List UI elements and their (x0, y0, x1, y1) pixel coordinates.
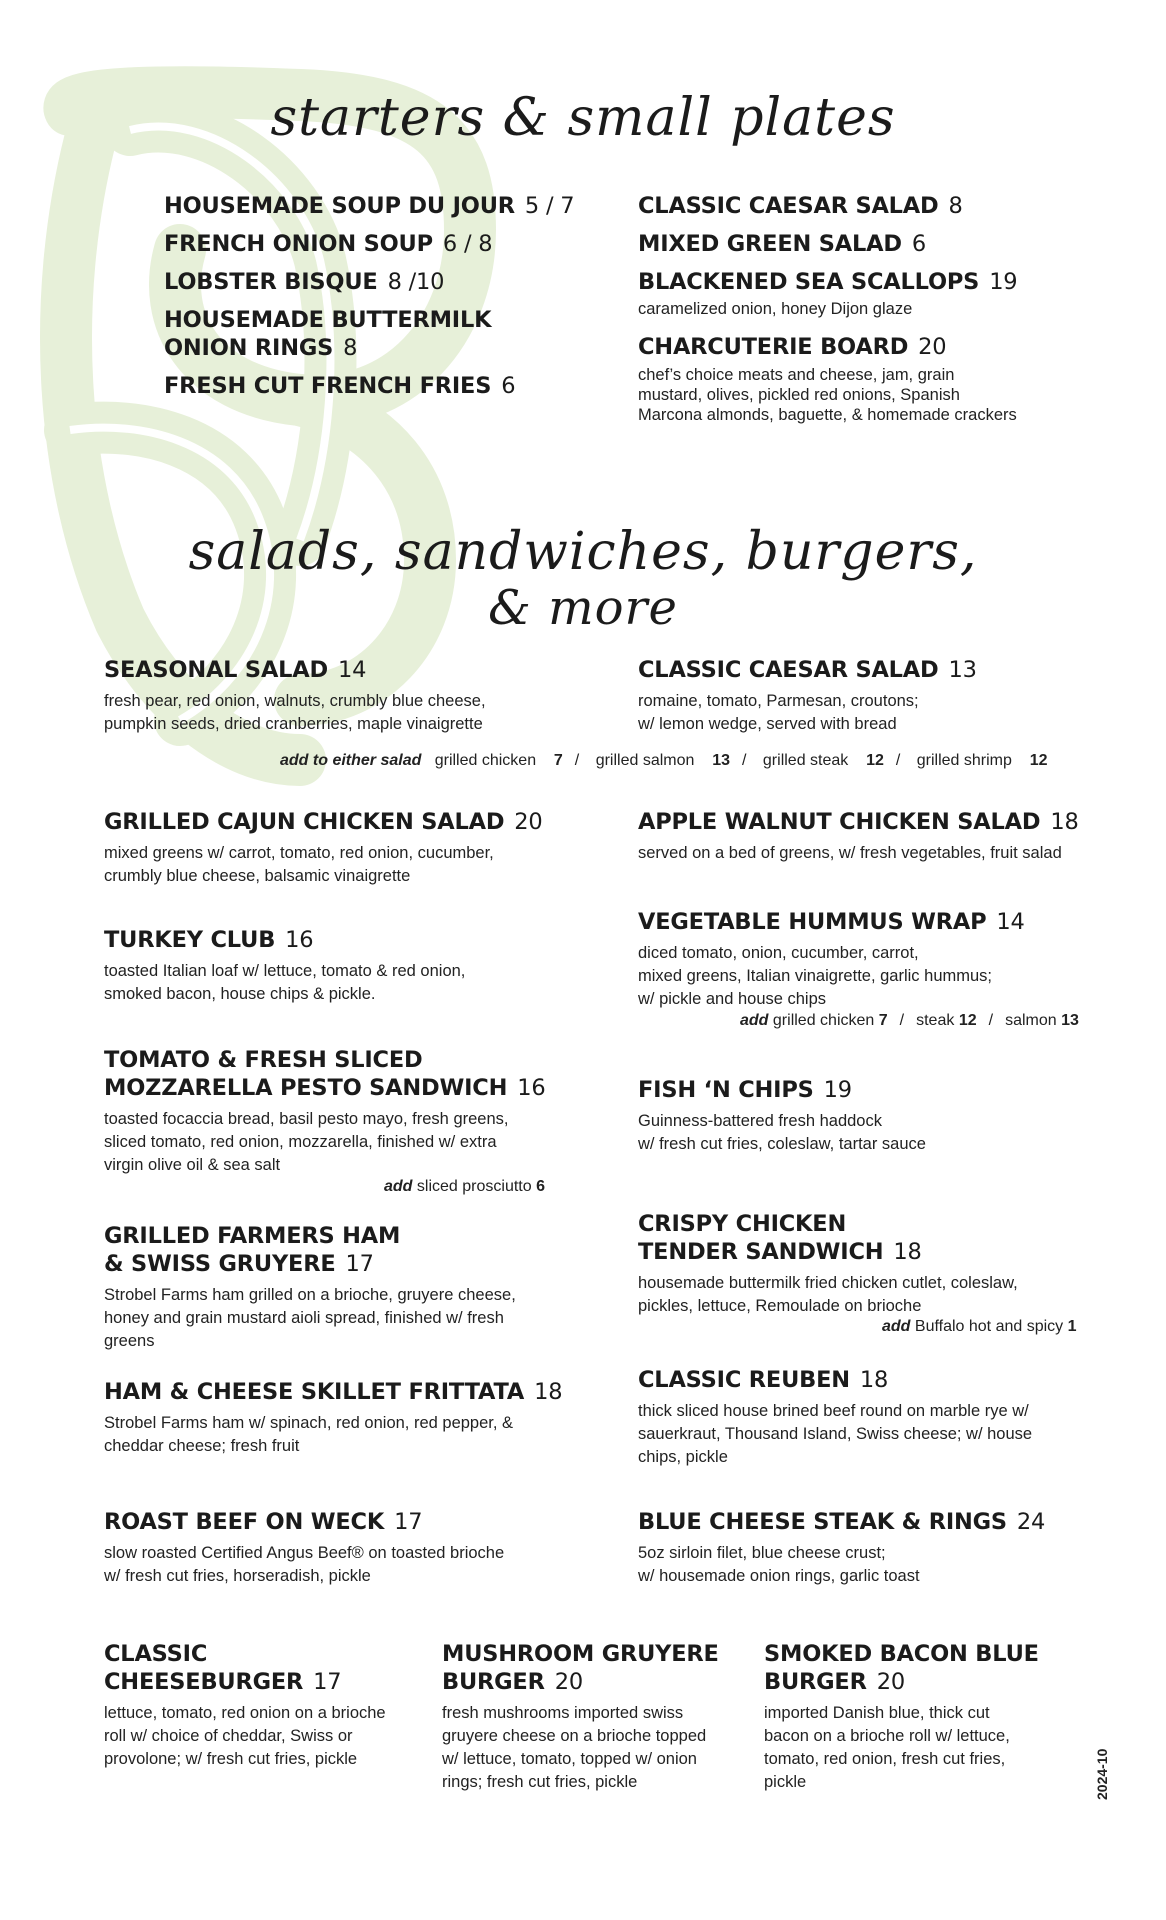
menu-item-description: toasted Italian loaf w/ lettuce, tomato & red onion, smoked bacon, house chips & pickle. (104, 962, 466, 1003)
mains-heading-line2: & more (488, 580, 678, 636)
menu-item-name: CRISPY CHICKEN TENDER SANDWICH 18 (638, 1211, 922, 1265)
menu-item (638, 808, 1118, 865)
wrap-addon-line: add grilled chicken 7 / steak 12 / salmon 13 (740, 1012, 1079, 1029)
menu-item-price: 17 (394, 1509, 423, 1535)
menu-item-name: FRENCH ONION SOUP 6 / 8 (164, 231, 493, 257)
menu-item-price: 20 (918, 334, 947, 360)
menu-item-price: 6 / 8 (442, 231, 493, 257)
menu-item-name: BLACKENED SEA SCALLOPS 19 (638, 269, 1018, 295)
menu-item-description: Guinness-battered fresh haddock w/ fresh cut fries, coleslaw, tartar sauce (638, 1112, 926, 1153)
menu-item-price: 18 (1050, 809, 1079, 835)
menu-item-name: CHARCUTERIE BOARD 20 (638, 334, 947, 360)
menu-item-name: CLASSIC CAESAR SALAD 13 (638, 657, 977, 683)
menu-item-name: SMOKED BACON BLUE BURGER 20 (764, 1641, 1039, 1695)
menu-item-price: 19 (989, 269, 1018, 295)
menu-item (638, 908, 1118, 1011)
menu-item-description: slow roasted Certified Angus Beef® on toasted brioche w/ fresh cut fries, horseradish, pickle (104, 1544, 505, 1585)
menu-item-description: lettuce, tomato, red onion on a brioche roll w/ choice of cheddar, Swiss or provolone; w/ fresh cut fries, pickle (104, 1704, 386, 1768)
menu-item-name: CLASSIC CHEESEBURGER 17 (104, 1641, 342, 1695)
burger-item (442, 1640, 762, 1794)
menu-item-name: VEGETABLE HUMMUS WRAP 14 (638, 909, 1025, 935)
prosciutto-addon: add sliced prosciutto 6 (384, 1178, 545, 1195)
menu-item-description: 5oz sirloin filet, blue cheese crust; w/ housemade onion rings, garlic toast (638, 1544, 920, 1585)
menu-item-price: 20 (876, 1669, 905, 1695)
menu-item-price: 18 (859, 1367, 889, 1393)
menu-item-name: SEASONAL SALAD 14 (104, 657, 367, 683)
menu-item (638, 1366, 1118, 1469)
menu-item-name: APPLE WALNUT CHICKEN SALAD 18 (638, 809, 1079, 835)
menu-item-name: HOUSEMADE BUTTERMILK (164, 307, 492, 333)
menu-item-price: 14 (337, 657, 367, 683)
menu-item-price: 8 /10 (387, 269, 445, 295)
menu-item (638, 1210, 1118, 1318)
menu-item-description: housemade buttermilk fried chicken cutlet, coleslaw, pickles, lettuce, Remoulade on brioche (638, 1274, 1018, 1315)
menu-item-price: 16 (285, 927, 314, 953)
starters-left-column (164, 192, 574, 410)
menu-item-description: fresh mushrooms imported swiss gruyere cheese on a brioche topped w/ lettuce, tomato, topped w/ onion rings; fresh cut fries, pickle (442, 1704, 707, 1791)
menu-item-price: 20 (514, 809, 543, 835)
menu-item-name: CLASSIC CAESAR SALAD 8 (638, 193, 963, 219)
menu-item-description: caramelized onion, honey Dijon glaze (638, 300, 913, 318)
salad-addon-line: add to either salad grilled chicken 7 / grilled salmon 13 / grilled steak 12 / grilled shrimp 12 (280, 752, 1048, 769)
menu-item-price: 16 (517, 1075, 546, 1101)
menu-item-name: TOMATO & FRESH SLICED MOZZARELLA PESTO SANDWICH 16 (104, 1047, 546, 1101)
menu-item-description: chef’s choice meats and cheese, jam, grain mustard, olives, pickled red onions, Spanish Marcona almonds, baguette, & homemade crackers (638, 366, 1017, 424)
menu-item-name: FISH ‘N CHIPS 19 (638, 1077, 852, 1103)
menu-item-price: 8 (948, 193, 963, 219)
menu-item-price: 17 (345, 1251, 374, 1277)
menu-item-name: HOUSEMADE SOUP DU JOUR 5 / 7 (164, 193, 575, 219)
menu-item-description: toasted focaccia bread, basil pesto mayo, fresh greens, sliced tomato, red onion, mozzarella, finished w/ extra virgin olive oil & sea salt (104, 1110, 509, 1174)
menu-item-name: TURKEY CLUB 16 (104, 927, 314, 953)
menu-item-price: 24 (1016, 1509, 1046, 1535)
menu-item-name: BLUE CHEESE STEAK & RINGS 24 (638, 1509, 1046, 1535)
menu-item-price: 6 (911, 231, 926, 257)
menu-item-name: ONION RINGS 8 (164, 335, 358, 361)
menu-item (104, 1046, 574, 1177)
menu-item (104, 656, 574, 736)
menu-item (104, 1378, 574, 1458)
menu-item-name: CLASSIC REUBEN 18 (638, 1367, 889, 1393)
menu-item (104, 1508, 574, 1588)
menu-item-price: 13 (948, 657, 977, 683)
menu-item-description: fresh pear, red onion, walnuts, crumbly blue cheese, pumpkin seeds, dried cranberries, maple vinaigrette (104, 692, 486, 733)
menu-item-price: 14 (996, 909, 1025, 935)
menu-item-name: MIXED GREEN SALAD 6 (638, 231, 926, 257)
menu-item (104, 1222, 574, 1353)
menu-item-price: 19 (823, 1077, 852, 1103)
menu-item-description: served on a bed of greens, w/ fresh vegetables, fruit salad (638, 844, 1062, 862)
menu-item (104, 808, 574, 888)
menu-item (638, 656, 1118, 736)
menu-version-code: 2024-10 (1094, 1748, 1110, 1800)
menu-item-description: Strobel Farms ham w/ spinach, red onion, red pepper, & cheddar cheese; fresh fruit (104, 1414, 514, 1455)
menu-item-price: 18 (893, 1239, 922, 1265)
menu-item-description: Strobel Farms ham grilled on a brioche, gruyere cheese, honey and grain mustard aioli spread, finished w/ fresh greens (104, 1286, 516, 1350)
menu-item-name: GRILLED CAJUN CHICKEN SALAD 20 (104, 809, 543, 835)
menu-item (638, 1508, 1118, 1588)
starters-heading: starters & small plates (270, 88, 896, 148)
menu-item-name: ROAST BEEF ON WECK 17 (104, 1509, 423, 1535)
menu-item-price: 8 (343, 335, 358, 361)
menu-item-name: GRILLED FARMERS HAM & SWISS GRUYERE 17 (104, 1223, 401, 1277)
mains-heading: salads, sandwiches, burgers, (188, 522, 978, 582)
buffalo-addon: add Buffalo hot and spicy 1 (882, 1318, 1077, 1335)
menu-item-description: diced tomato, onion, cucumber, carrot, mixed greens, Italian vinaigrette, garlic hummus; w/ pickle and house chips (638, 944, 992, 1008)
menu-item-price: 6 (501, 373, 516, 399)
menu-item-description: romaine, tomato, Parmesan, croutons; w/ lemon wedge, served with bread (638, 692, 919, 733)
starters-right-column (638, 192, 1108, 425)
menu-item-price: 5 / 7 (524, 193, 575, 219)
menu-item-name: LOBSTER BISQUE 8 /10 (164, 269, 445, 295)
menu-item-description: thick sliced house brined beef round on marble rye w/ sauerkraut, Thousand Island, Swiss cheese; w/ house chips, pickle (638, 1402, 1033, 1466)
menu-item-price: 18 (534, 1379, 563, 1405)
burger-item (104, 1640, 424, 1771)
menu-item-description: mixed greens w/ carrot, tomato, red onion, cucumber, crumbly blue cheese, balsamic vinaigrette (104, 844, 494, 885)
menu-item (104, 926, 574, 1006)
menu-item-price: 20 (554, 1669, 583, 1695)
menu-item-name: MUSHROOM GRUYERE BURGER 20 (442, 1641, 719, 1695)
menu-item-price: 17 (313, 1669, 342, 1695)
burger-item (764, 1640, 1084, 1794)
menu-item-name: HAM & CHEESE SKILLET FRITTATA 18 (104, 1379, 563, 1405)
menu-item-description: imported Danish blue, thick cut bacon on a brioche roll w/ lettuce, tomato, red onion, fresh cut fries, pickle (764, 1704, 1010, 1791)
menu-item (638, 1076, 1118, 1156)
menu-item-name: FRESH CUT FRENCH FRIES 6 (164, 373, 516, 399)
